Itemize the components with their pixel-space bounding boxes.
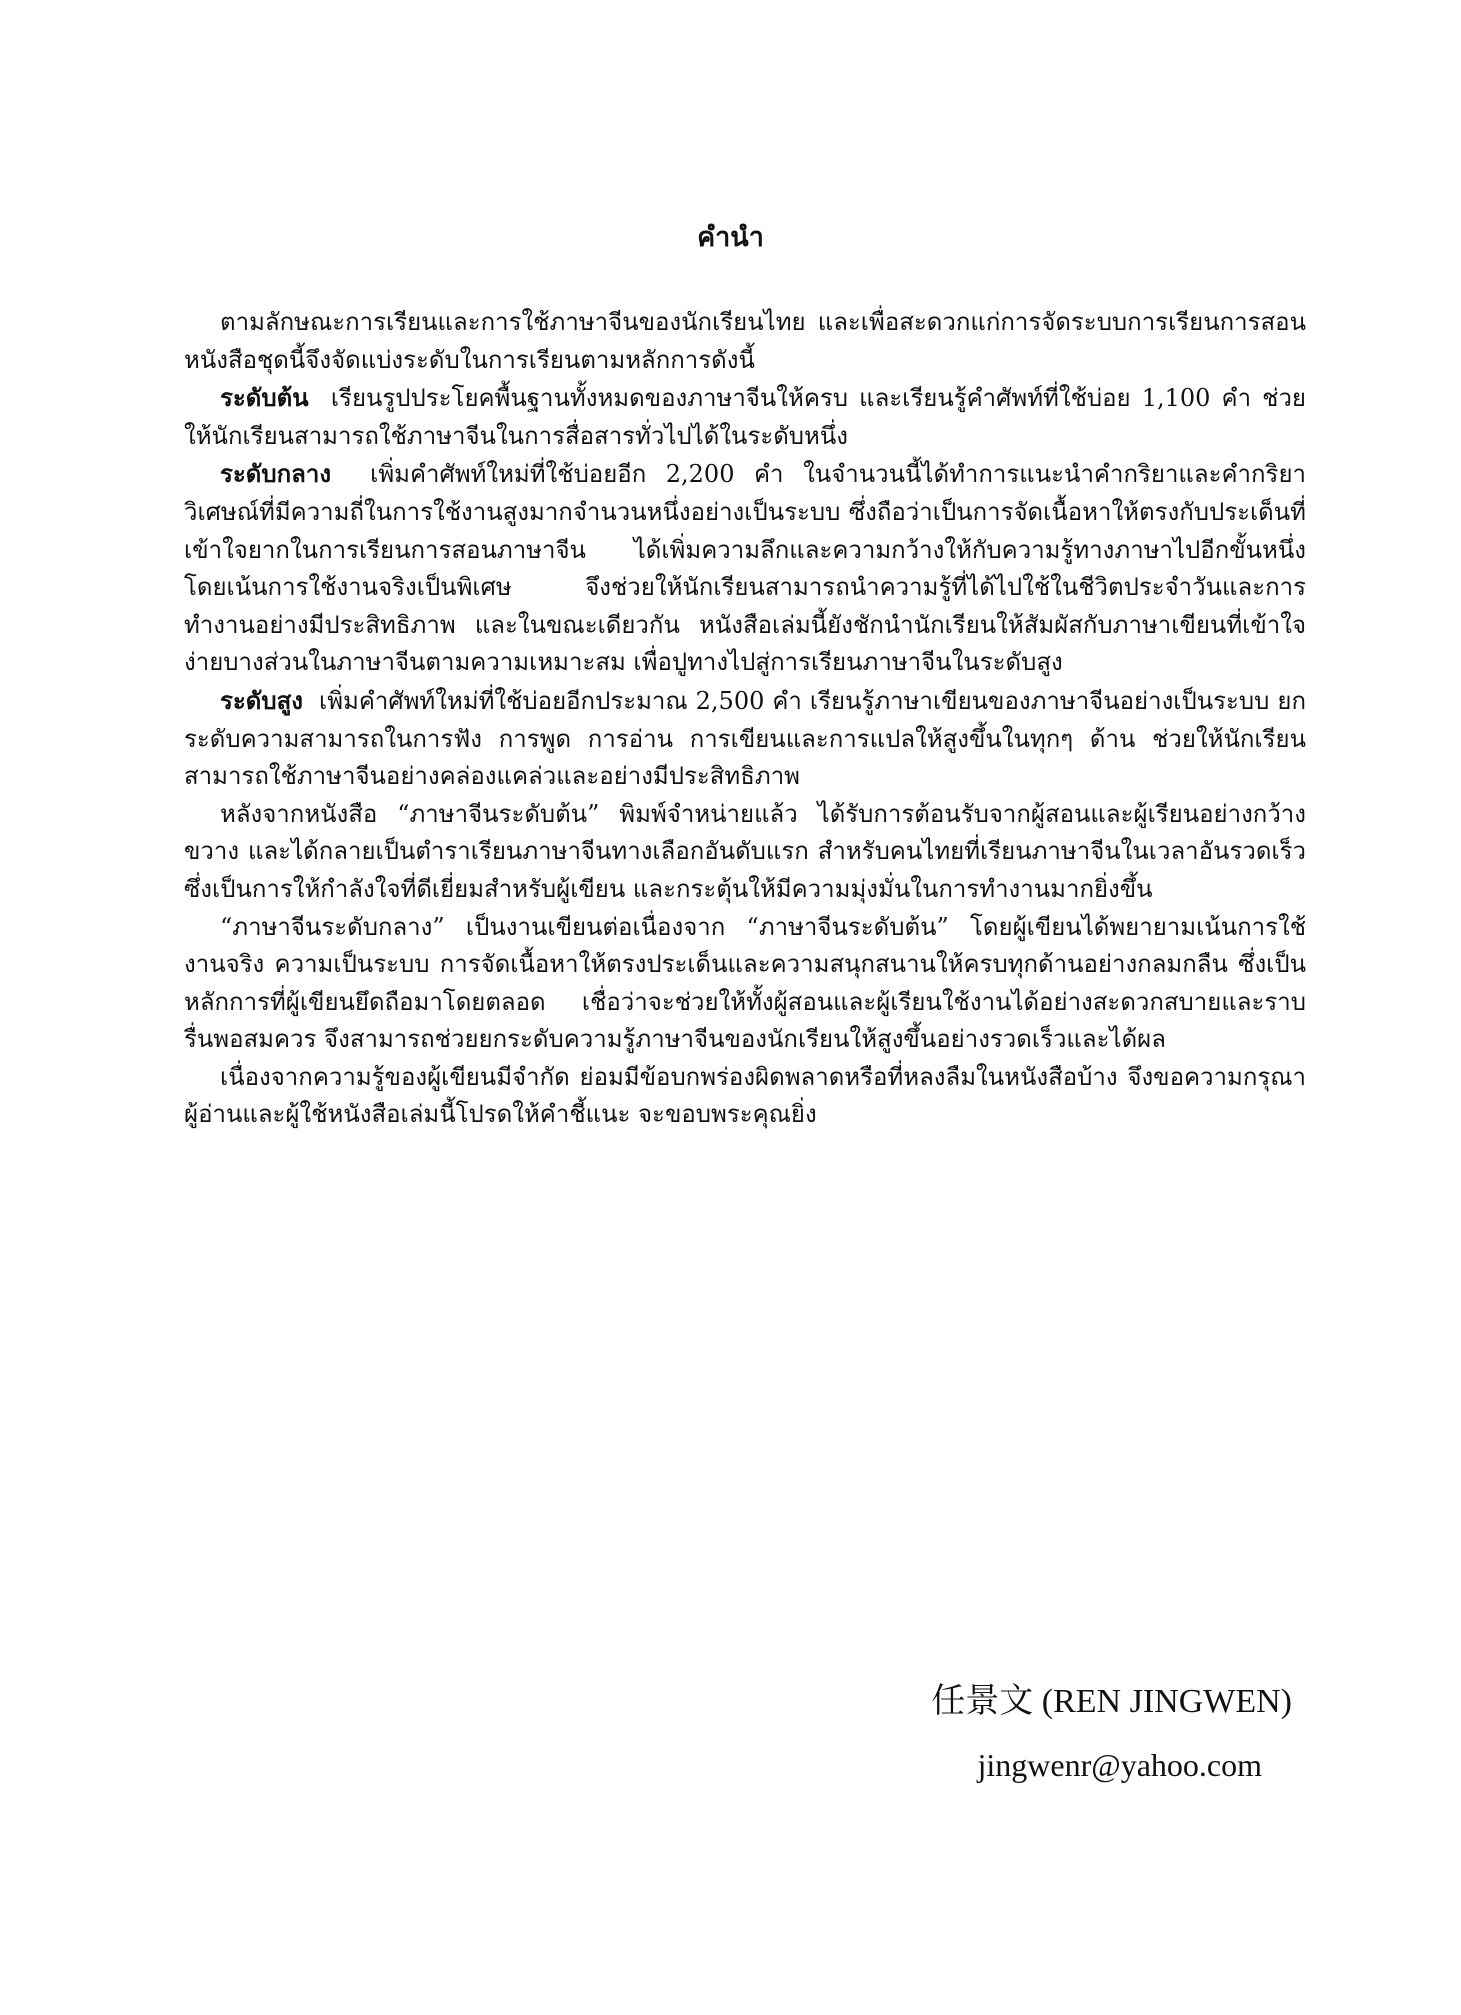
preface-body — [184, 304, 1306, 1134]
paragraph-advanced-level — [184, 682, 1306, 796]
paragraph-text: หลังจากหนังสือ “ภาษาจีนระดับต้น” พิมพ์จำหน่ายแล้ว ได้รับการต้อนรับจากผู้สอนและผู้เรียนอย่างกว้างขวาง และได้กลายเป็นตำราเรียนภาษาจีนทางเลือกอันดับแรก สำหรับคนไทยที่เรียนภาษาจีนในเวลาอันรวดเร็ว ซึ่งเป็นการให้กำลังใจที่ดีเยี่ยมสำหรับผู้เขียน และกระตุ้นให้มีความมุ่งมั่นในการทำงานมากยิ่งขึ้น — [184, 799, 1306, 903]
paragraph-text: “ภาษาจีนระดับกลาง” เป็นงานเขียนต่อเนื่องจาก “ภาษาจีนระดับต้น” โดยผู้เขียนได้พยายามเน้นการใช้งานจริง ความเป็นระบบ การจัดเนื้อหาให้ตรงประเด็นและความสนุกสนานให้ครบทุกด้านอย่างกลมกลืน ซึ่งเป็นหลักการที่ผู้เขียนยึดถือมาโดยตลอด เชื่อว่าจะช่วยให้ทั้งผู้สอนและผู้เรียนใช้งานได้อย่างสะดวกสบายและราบรื่นพอสมควร จึงสามารถช่วยยกระดับความรู้ภาษาจีนของนักเรียนให้สูงขึ้นอย่างรวดเร็วและได้ผล — [184, 912, 1306, 1054]
author-signature: 任景文 (REN JINGWEN) — [931, 1683, 1292, 1720]
paragraph-text: เนื่องจากความรู้ของผู้เขียนมีจำกัด ย่อมมีข้อบกพร่องผิดพลาดหรือที่หลงลืมในหนังสือบ้าง จึงขอความกรุณาผู้อ่านและผู้ใช้หนังสือเล่มนี้โปรดให้คำชี้แนะ จะขอบพระคุณยิ่ง — [184, 1062, 1306, 1129]
paragraph-text: เพิ่มคำศัพท์ใหม่ที่ใช้บ่อยอีก 2,200 คำ ในจำนวนนี้ได้ทำการแนะนำคำกริยาและคำกริยาวิเศษณ์ที่มีความถี่ในการใช้งานสูงมากจำนวนหนึ่งอย่างเป็นระบบ ซึ่งถือว่าเป็นการจัดเนื้อหาให้ตรงกับประเด็นที่เข้าใจยากในการเรียนการสอนภาษาจีน ได้เพิ่มความลึกและความกว้างให้กับความรู้ทางภาษาไปอีกขั้นหนึ่ง โดยเน้นการใช้งานจริงเป็นพิเศษ จึงช่วยให้นักเรียนสามารถนำความรู้ที่ได้ไปใช้ในชีวิตประจำวันและการทำงานอย่างมีประสิทธิภาพ และในขณะเดียวกัน หนังสือเล่มนี้ยังชักนำนักเรียนให้สัมผัสกับภาษาเขียนที่เข้าใจง่ายบางส่วนในภาษาจีนตามความเหมาะสม เพื่อปูทางไปสู่การเรียนภาษาจีนในระดับสูง — [184, 460, 1306, 677]
paragraph-lead-advanced: ระดับสูง — [220, 685, 303, 715]
paragraph-lead-intermediate: ระดับกลาง — [220, 459, 332, 489]
paragraph-lead-beginner: ระดับต้น — [220, 383, 309, 413]
paragraph-text: ตามลักษณะการเรียนและการใช้ภาษาจีนของนักเรียนไทย และเพื่อสะดวกแก่การจัดระบบการเรียนการสอน หนังสือชุดนี้จึงจัดแบ่งระดับในการเรียนตามหลักการดังนี้ — [184, 308, 1306, 374]
paragraph-intermediate-book — [184, 909, 1306, 1059]
paragraph-text: เรียนรูปประโยคพื้นฐานทั้งหมดของภาษาจีนให้ครบ และเรียนรู้คำศัพท์ที่ใช้บ่อย 1,100 คำ ช่วยให้นักเรียนสามารถใช้ภาษาจีนในการสื่อสารทั่วไปได้ในระดับหนึ่ง — [184, 384, 1306, 450]
page-title: คำนำ — [697, 222, 764, 253]
paragraph-intermediate-level — [184, 455, 1306, 682]
author-email: jingwenr@yahoo.com — [977, 1747, 1262, 1783]
paragraph-text: เพิ่มคำศัพท์ใหม่ที่ใช้บ่อยอีกประมาณ 2,500 คำ เรียนรู้ภาษาเขียนของภาษาจีนอย่างเป็นระบบ ยกระดับความสามารถในการฟัง การพูด การอ่าน การเขียนและการแปลให้สูงขึ้นในทุกๆ ด้าน ช่วยให้นักเรียนสามารถใช้ภาษาจีนอย่างคล่องแคล่วและอย่างมีประสิทธิภาพ — [184, 686, 1306, 791]
paragraph-closing — [184, 1059, 1306, 1134]
paragraph-reception — [184, 796, 1306, 909]
paragraph-beginner-level — [184, 379, 1306, 455]
paragraph-intro — [184, 304, 1306, 379]
